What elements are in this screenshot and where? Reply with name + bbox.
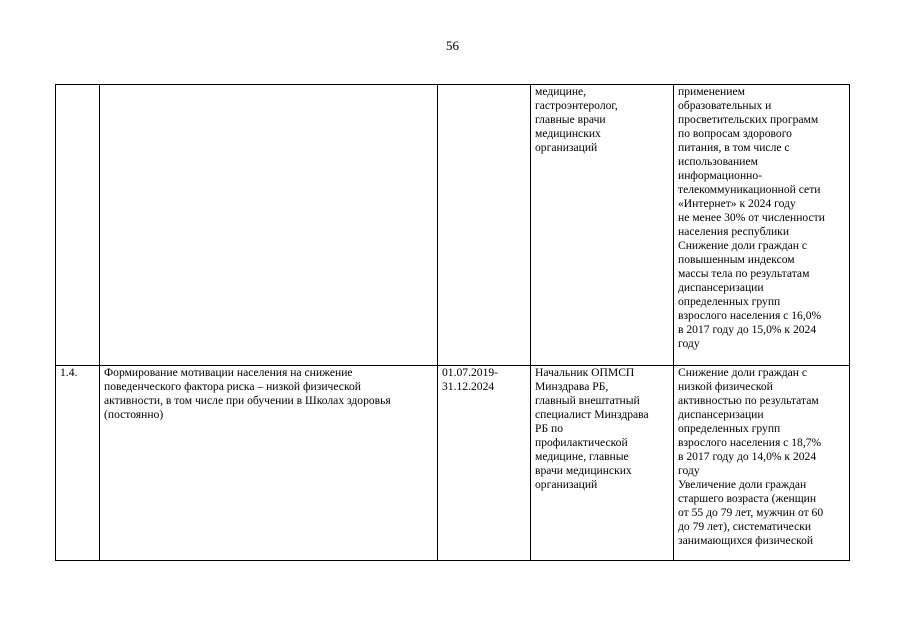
page-number: 56 — [446, 38, 459, 53]
cell-result: Снижение доли граждан с низкой физической активностью по результатам диспансеризации определенных групп взрослого населения с 18,7% в 2017 году до 14,0% к 2024 году Увеличение доли граждан старшего возраста (женщин от 55 до 79 лет, мужчин от 60 до 79 лет), систематически занимающихся физической — [674, 366, 850, 561]
cell-responsible: Начальник ОПМСП Минздрава РБ, главный внештатный специалист Минздрава РБ по профилактической медицине, главные врачи медицинских организаций — [531, 366, 674, 561]
cell-result: применением образовательных и просветительских программ по вопросам здорового питания, в том числе с использованием информационно- телекоммуникационной сети «Интернет» к 2024 году не менее 30% от численности населения республики Снижение доли граждан с повышенным индексом массы тела по результатам диспансеризации определенных групп взрослого населения с 16,0% в 2017 году до 15,0% к 2024 году — [674, 85, 850, 366]
cell-number — [56, 85, 100, 366]
table-row — [56, 366, 850, 561]
cell-number: 1.4. — [56, 366, 100, 561]
cell-responsible: медицине, гастроэнтеролог, главные врачи медицинских организаций — [531, 85, 674, 366]
cell-period: 01.07.2019- 31.12.2024 — [438, 366, 531, 561]
cell-period — [438, 85, 531, 366]
plan-table — [55, 84, 850, 561]
cell-activity: Формирование мотивации населения на снижение поведенческого фактора риска – низкой физической активности, в том числе при обучении в Школах здоровья (постоянно) — [100, 366, 438, 561]
cell-activity — [100, 85, 438, 366]
table-row — [56, 85, 850, 366]
